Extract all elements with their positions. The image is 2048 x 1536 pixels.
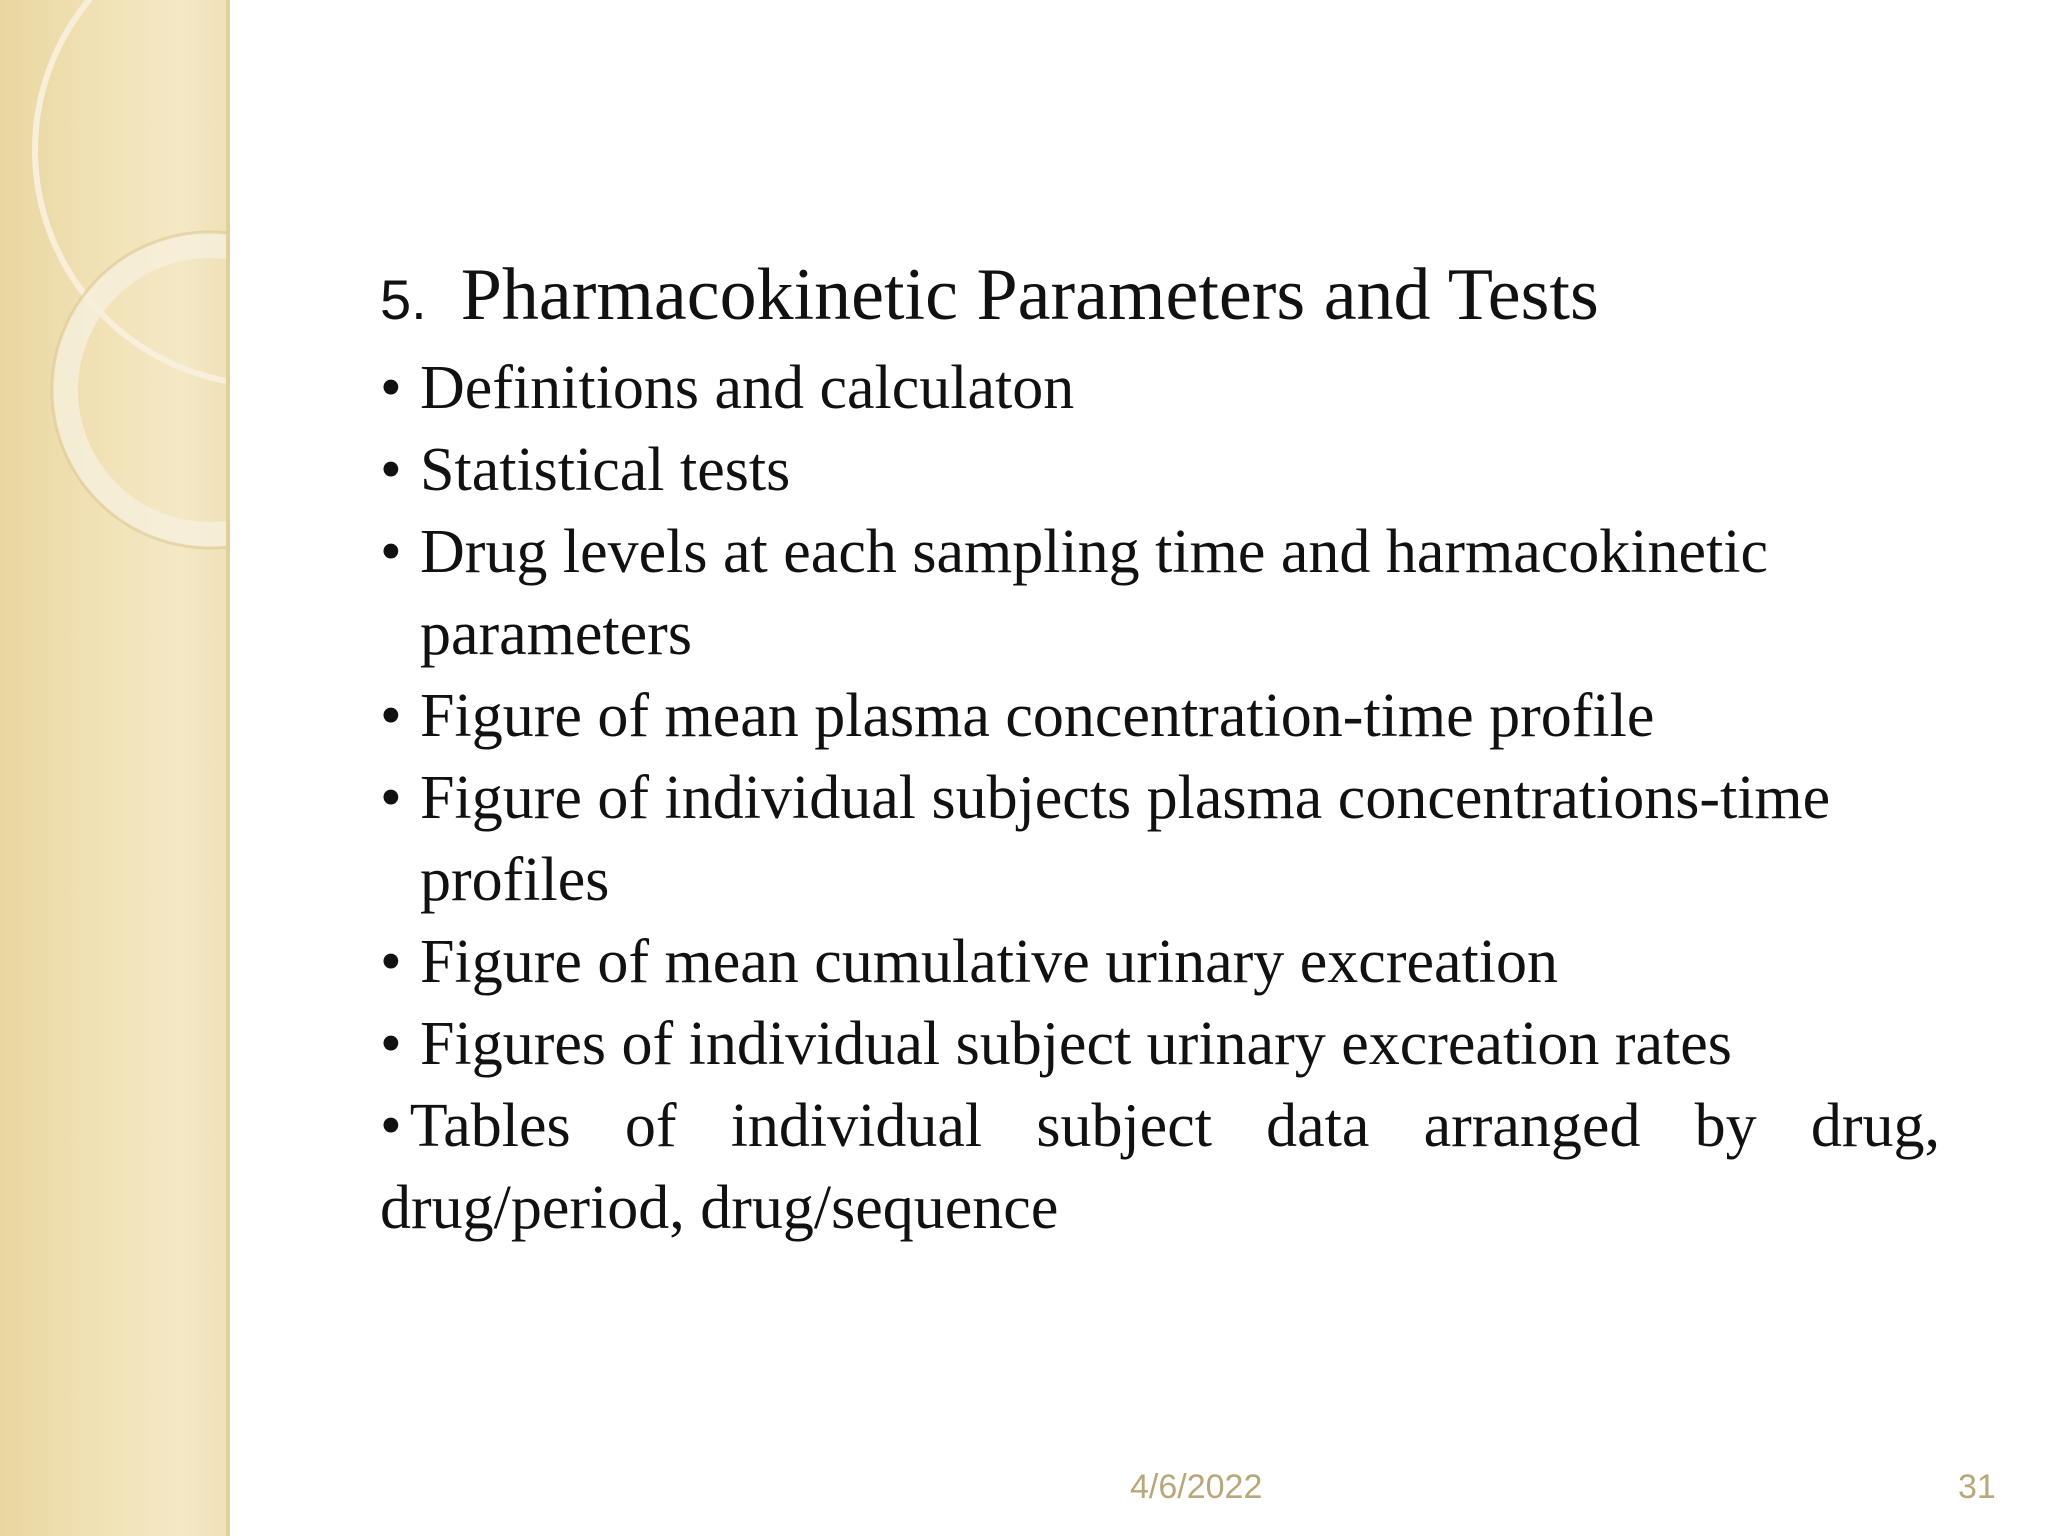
- slide-content: [380, 250, 1940, 1249]
- bullet-icon: •: [380, 436, 402, 504]
- bullet-list: [380, 347, 1940, 1249]
- bullet-icon: •: [380, 354, 402, 422]
- bullet-icon: •: [380, 682, 402, 750]
- side-panel-edge: [226, 0, 230, 1536]
- heading-number: 5.: [380, 268, 427, 331]
- list-item: • Figure of individual subjects plasma concentrations-time profiles: [380, 757, 1940, 921]
- list-item: • Tables of individual subject data arranged by drug, drug/period, drug/sequence: [380, 1092, 1940, 1242]
- footer-date: 4/6/2022: [1130, 1468, 1263, 1506]
- list-item: • Drug levels at each sampling time and harmacokinetic parameters: [380, 511, 1940, 675]
- list-item: • Figure of mean cumulative urinary excreation: [380, 921, 1940, 1003]
- heading-text: Pharmacokinetic Parameters and Tests: [460, 254, 1599, 336]
- list-item: • Figures of individual subject urinary excreation rates: [380, 1003, 1940, 1085]
- list-item: • Figure of mean plasma concentration-time profile: [380, 675, 1940, 757]
- bullet-icon: •: [380, 1010, 402, 1078]
- list-item: • Definitions and calculaton: [380, 347, 1940, 429]
- bullet-icon: •: [380, 1092, 402, 1160]
- decorative-side-panel: [0, 0, 230, 1536]
- bullet-icon: •: [380, 518, 402, 586]
- bullet-icon: •: [380, 928, 402, 996]
- slide-heading: [380, 250, 1940, 345]
- bullet-icon: •: [380, 764, 402, 832]
- list-item: • Statistical tests: [380, 429, 1940, 511]
- page-number: 31: [1958, 1468, 1996, 1506]
- decorative-rings-icon: [0, 0, 230, 1536]
